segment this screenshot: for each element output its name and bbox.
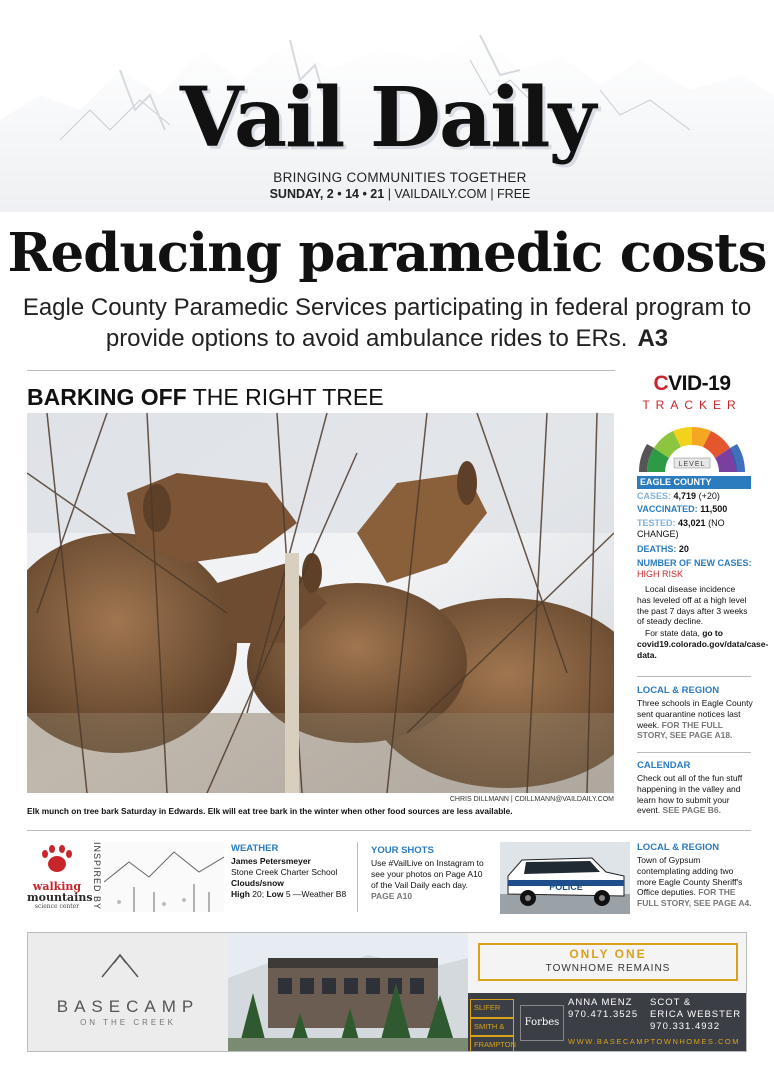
agent-2-phone[interactable]: 970.331.4932 [650,1021,721,1032]
price: FREE [497,187,531,201]
inspired-by-label [88,842,102,912]
weather-teaser[interactable]: James Petersmeyer Stone Creek Charter School Clouds/snow High 20; Low 5 —Weather B8 [231,856,347,899]
calendar-teaser[interactable] [637,773,753,816]
deaths-label: DEATHS: [637,544,677,554]
local-region-2-text: Town of Gypsum contemplating adding two more Eagle County Sheriff's Office deputies. [637,855,743,898]
covid-tested [637,518,751,541]
cases-change: (+20) [698,491,720,501]
local-region-2-heading: LOCAL & REGION [637,842,720,853]
tested-label: TESTED: [637,518,676,528]
divider [637,752,751,753]
ad-firm [470,999,514,1052]
weather-high-label: High [231,889,250,899]
ad-url[interactable]: WWW.BASECAMPTOWNHOMES.COM [568,1037,740,1046]
covid-cases [637,491,751,502]
local-region-2-teaser[interactable] [637,855,753,909]
weather-conditions: Clouds/snow [231,878,284,888]
wm-line3: science center [34,903,80,910]
ad-firm-2: SMITH & [470,1018,514,1037]
masthead-dateline [210,187,590,201]
deaths-value: 20 [678,544,689,554]
inspired-by-text: INSPIRED BY [92,842,102,911]
basecamp-advertisement[interactable] [27,932,747,1052]
calendar-heading: CALENDAR [637,760,691,771]
local-region-more[interactable]: FOR THE FULL STORY, SEE PAGE A18. [637,719,733,741]
cases-value: 4,719 [673,491,697,501]
covid-state-data [637,628,769,660]
covid-note: Local disease incidence has leveled off at a high level the past 7 days after 3 weeks of steady decline. [637,584,748,627]
lead-page-ref[interactable]: A3 [637,325,669,352]
covid-tracker-subtitle: TRACKER [642,398,742,412]
photo-headline-rest: THE RIGHT TREE [192,384,384,410]
weather-artist: James Petersmeyer [231,856,311,866]
vaccinated-label: VACCINATED: [637,504,698,514]
ad-brand-name: BASECAMP [56,997,200,1016]
weather-low: 5 [285,889,291,899]
ad-brand-sub: ON THE CREEK [80,1018,176,1027]
photo-headline [27,384,384,411]
local-region-teaser[interactable] [637,698,753,741]
tested-note: (NO CHANGE) [637,518,725,540]
ad-remains: TOWNHOME REMAINS [545,963,671,974]
ad-firm-3: FRAMPTON [470,1036,514,1052]
state-data-link[interactable]: go to covid19.colorado.gov/data/case-data. [637,628,769,660]
website-link[interactable]: VAILDAILY.COM [394,187,487,201]
covid-deaths [637,544,751,555]
local-region-2-more[interactable]: FOR THE FULL STORY, SEE PAGE A4. [637,887,752,909]
newspaper-logo: Vail Daily [179,70,595,166]
issue-date: SUNDAY, 2 • 14 • 21 [269,187,385,201]
ad-agent-1 [568,997,638,1021]
calendar-more[interactable]: SEE PAGE B6. [662,805,721,816]
covid-vaccinated [637,504,751,515]
local-region-text: Three schools in Eagle County sent quarantine notices last week. [637,698,753,730]
covid-risk-dial [633,414,751,476]
your-shots-ref[interactable]: PAGE A10 [371,891,413,901]
lead-deck [20,292,754,354]
agent-1-phone[interactable]: 970.471.3525 [568,1009,639,1020]
your-shots-heading: YOUR SHOTS [371,845,434,856]
covid-title-rest: VID-19 [668,372,731,395]
separator: | [387,187,391,201]
agent-1-name: ANNA MENZ [568,997,633,1008]
cases-label: CASES: [637,491,672,501]
masthead-tagline: BRINGING COMMUNITIES TOGETHER [273,170,527,185]
elk-photo[interactable] [27,413,614,793]
police-text: POLICE [549,882,583,892]
weather-page-ref[interactable]: —Weather B8 [292,889,347,899]
walking-mountains-logo [27,842,93,912]
covid-title-c: C [653,372,669,395]
ad-only-one: ONLY ONE [569,947,647,961]
new-cases-label: NUMBER OF NEW CASES: [637,558,752,568]
covid-region-banner: EAGLE COUNTY [637,476,751,489]
police-suv-photo[interactable] [500,842,630,914]
photo-headline-bold: BARKING OFF [27,384,187,410]
mountain-logo-icon [100,951,140,979]
divider [27,370,615,371]
photo-credit: CHRIS DILLMANN | CDILLMANN@VAILDAILY.COM [449,796,614,803]
covid-tracker-title [633,372,751,396]
divider [637,676,751,677]
calendar-text: Check out all of the fun stuff happening in the valley and learn how to submit your event. [637,773,743,816]
separator: | [490,187,494,201]
vaccinated-value: 11,500 [700,504,728,514]
weather-sketch-drawing [104,842,224,912]
lead-deck-text: Eagle County Paramedic Services participating in federal program to provide options to avoid ambulance rides to ERs. [22,294,752,352]
wm-line2: mountains [27,891,93,904]
agent-2-line2: ERICA WEBSTER [650,1009,742,1020]
divider [357,842,358,912]
divider [27,830,751,831]
weather-heading: WEATHER [231,843,279,854]
tested-value: 43,021 [678,518,706,528]
ad-firm-1: SLIFER [470,999,514,1018]
dial-level-word: LEVEL [678,461,706,468]
lead-headline[interactable]: Reducing paramedic costs [7,222,767,284]
weather-low-label: Low [266,889,284,899]
townhome-photo [228,933,468,1051]
covid-new-cases [637,558,753,581]
local-region-heading: LOCAL & REGION [637,685,720,696]
bear-paw-icon [27,842,87,876]
weather-high: 20 [252,889,262,899]
agent-2-line1: SCOT & [650,997,692,1008]
your-shots-text: Use #VailLive on Instagram to see your photos on Page A10 of the Vail Daily each day. [371,858,484,890]
photo-caption: Elk munch on tree bark Saturday in Edwards. Elk will eat tree bark in the winter when other food sources are less available. [27,806,513,816]
ad-agent-2 [650,997,741,1033]
wm-line1: walking [32,880,82,893]
your-shots-teaser[interactable] [371,858,486,902]
new-cases-value: HIGH RISK [637,569,684,580]
ad-forbes-logo: Forbes [520,1005,564,1041]
state-data-pre: For state data, [645,628,700,638]
weather-school: Stone Creek Charter School [231,867,338,877]
